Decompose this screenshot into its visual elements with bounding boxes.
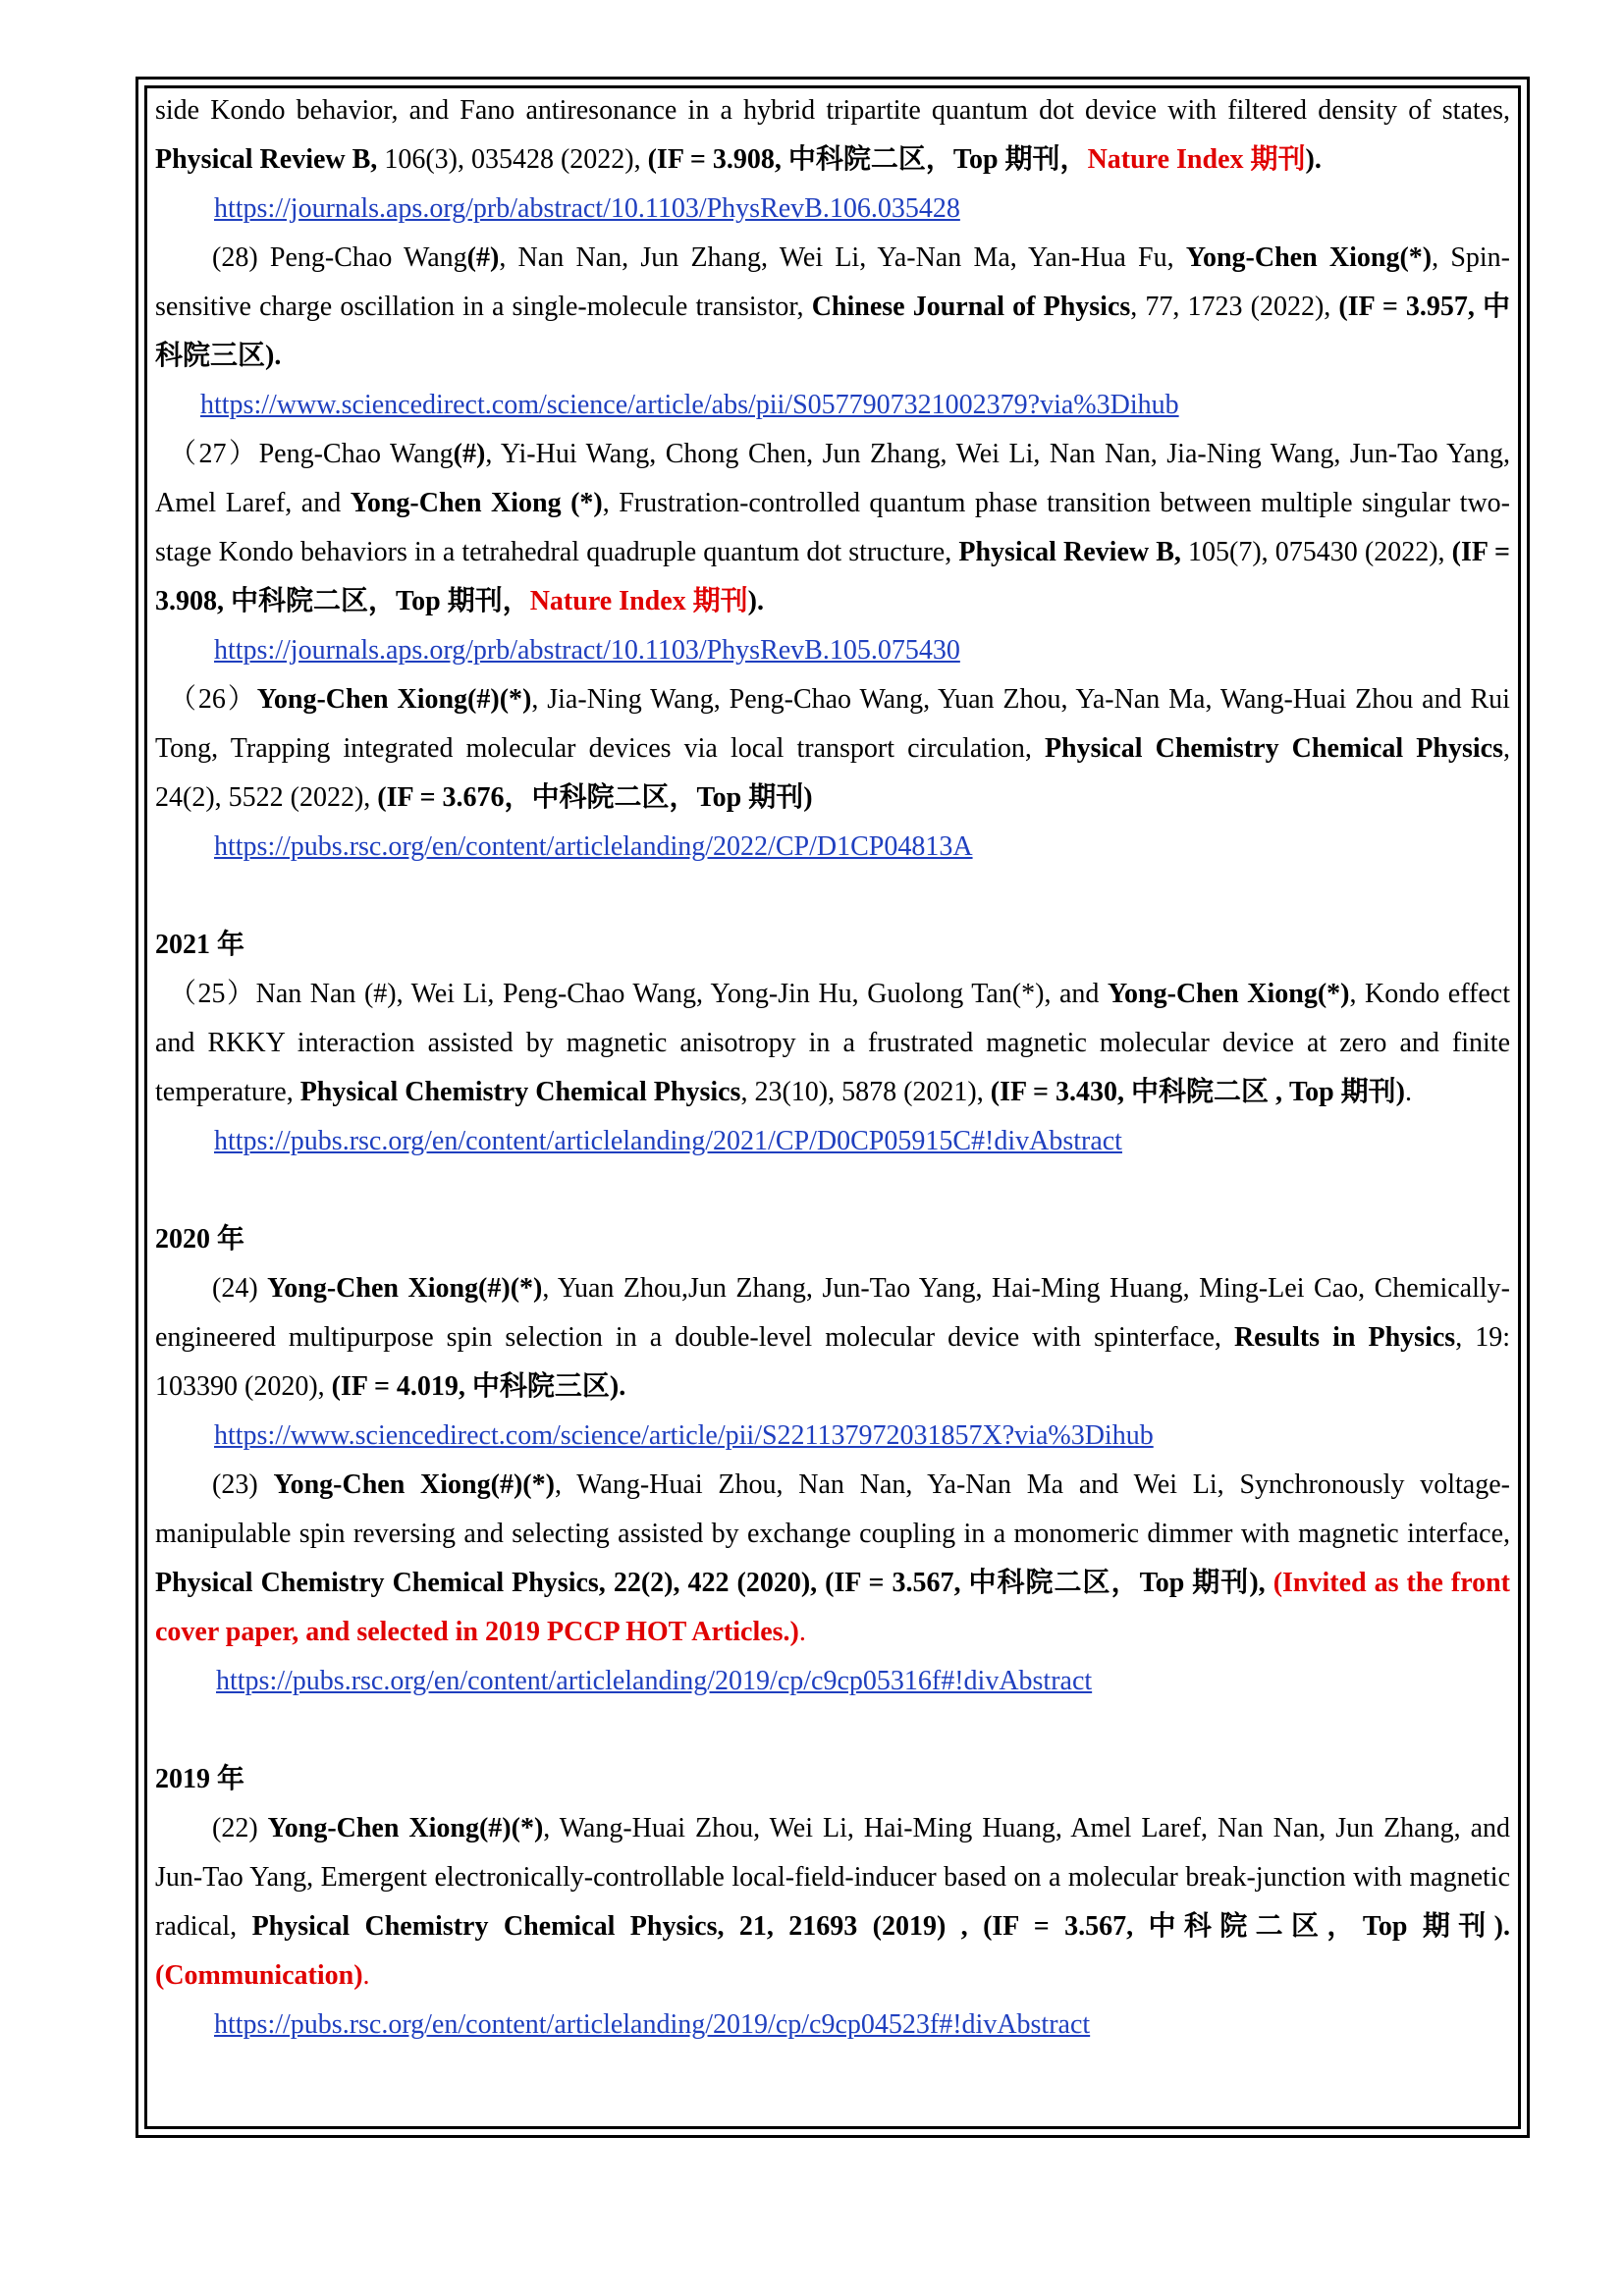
nature-index-tag: Nature Index 期刊 [1087, 144, 1306, 175]
publication-list [155, 86, 1510, 2050]
authors: , Yuan Zhou,Jun Zhang, Jun-Tao Yang, Hai-Ming Huang, Ming-Lei Cao, Chemically-engineered multipurpose spin selection in a double-level molecular device with spinterface, [155, 1273, 1510, 1353]
impact-factor: (IF = 3.908, [647, 144, 788, 175]
paper-title: , Kondo effect and RKKY interaction assisted by magnetic anisotropy in a frustrated magnetic molecular device at zero and finite temperature, [155, 979, 1510, 1107]
authors: Nan Nan (#), Wei Li, Peng-Chao Wang, Yong-Jin Hu, Guolong Tan(*), and [255, 979, 1108, 1009]
doi-link[interactable]: https://www.sciencedirect.com/science/article/pii/S221137972031857X?via%3Dihub [214, 1420, 1154, 1451]
highlighted-author: Yong-Chen Xiong(#)(*) [267, 1273, 543, 1304]
entry-number: (23) [212, 1469, 274, 1500]
citation: , 77, 1723 (2022), [1130, 292, 1339, 322]
impact-factor: (IF = 4.019, 中科院三区). [331, 1371, 626, 1402]
entry-number: (28) [212, 242, 270, 273]
paper-title: , Frustration-controlled quantum phase transition between multiple singular two-stage Kondo behaviors in a tetrahedral quadruple quantum dot structure, [155, 488, 1511, 567]
doi-link[interactable]: https://pubs.rsc.org/en/content/articlelanding/2019/cp/c9cp05316f#!divAbstract [216, 1666, 1093, 1696]
authors: , Wang-Huai Zhou, Nan Nan, Ya-Nan Ma and Wei Li, Synchronously voltage-manipulable spin reversing and selecting assisted by exchange coupling in a monomeric dimmer with magnetic interface, [155, 1469, 1510, 1549]
entry-number: （25） [169, 979, 256, 1009]
citation: , 19: 103390 (2020), [155, 1322, 1511, 1402]
publication-entry [155, 970, 1510, 1117]
entry-number: （26） [169, 684, 257, 715]
publication-entry [155, 1461, 1510, 1657]
journal-name: Physical Chemistry Chemical Physics [1044, 733, 1503, 764]
authors: , Wang-Huai Zhou, Wei Li, Hai-Ming Huang, Amel Laref, Nan Nan, Jun Zhang, and Jun-Tao Yang, Emergent electronically-controllable local-field-inducer based on a molecular break-junction with magnetic radical, [155, 1813, 1510, 1942]
entry-close: ). [747, 586, 764, 616]
impact-factor: (IF = 3.908, [155, 537, 1511, 616]
entry-close: . [362, 1960, 370, 1991]
publication-entry [155, 1804, 1510, 2001]
highlighted-author: Yong-Chen Xiong(*) [1107, 979, 1350, 1009]
author-mark: (#) [453, 439, 486, 469]
invited-note: (Invited as the front cover paper, and selected in 2019 PCCP HOT Articles.) [155, 1568, 1511, 1647]
doi-link[interactable]: https://journals.aps.org/prb/abstract/10.1103/PhysRevB.105.075430 [214, 635, 960, 666]
citation: 106(3), 035428 (2022), [377, 144, 648, 175]
top-journal-tag: Top 期刊， [952, 144, 1088, 175]
highlighted-author: Yong-Chen Xiong(#)(*) [256, 684, 532, 715]
entry-text: side Kondo behavior, and Fano antiresonance in a hybrid tripartite quantum dot device with filtered density of states, [155, 95, 1510, 126]
paper-title: , Spin-sensitive charge oscillation in a single-molecule transistor, [155, 242, 1511, 322]
doi-link[interactable]: https://pubs.rsc.org/en/content/articlelanding/2021/CP/D0CP05915C#!divAbstract [214, 1126, 1122, 1156]
impact-factor: (IF = 3.957, 中科院三区). [155, 292, 1511, 371]
impact-factor: (IF = 3.430, 中科院二区 , Top 期刊) [990, 1077, 1405, 1107]
year-heading: 2021 年 [155, 930, 245, 960]
author-mark: (#) [466, 242, 500, 273]
authors: Peng-Chao Wang [269, 242, 467, 273]
spacer [155, 1706, 1510, 1755]
journal-name: Results in Physics [1233, 1322, 1456, 1353]
entry-number: （27） [169, 439, 259, 469]
citation: 105(7), 075430 (2022), [1180, 537, 1452, 567]
publication-entry [155, 430, 1510, 626]
journal-name: Physical Chemistry Chemical Physics [299, 1077, 741, 1107]
publication-entry [155, 675, 1510, 823]
impact-factor: (IF = 3.676，中科院二区，Top 期刊) [377, 782, 813, 813]
authors: Peng-Chao Wang [258, 439, 454, 469]
entry-close: . [1405, 1077, 1412, 1107]
doi-link[interactable]: https://www.sciencedirect.com/science/article/abs/pii/S0577907321002379?via%3Dihub [200, 390, 1179, 420]
spacer [155, 872, 1510, 921]
highlighted-author: Yong-Chen Xiong(#)(*) [267, 1813, 544, 1843]
entry-close: . [798, 1617, 806, 1647]
top-journal-tag: Top 期刊， [396, 586, 530, 616]
doi-link[interactable]: https://pubs.rsc.org/en/content/articlelanding/2019/cp/c9cp04523f#!divAbstract [214, 2009, 1091, 2040]
highlighted-author: Yong-Chen Xiong(*) [1185, 242, 1433, 273]
journal-name: Physical Review B, [155, 144, 378, 175]
citation: , 24(2), 5522 (2022), [155, 733, 1510, 813]
nature-index-tag: Nature Index 期刊 [529, 586, 748, 616]
highlighted-author: Yong-Chen Xiong (*) [350, 488, 603, 518]
publication-entry [155, 1264, 1510, 1412]
entry-number: (24) [212, 1273, 268, 1304]
cas-zone: 中科院二区， [231, 586, 397, 616]
publication-entry [155, 234, 1510, 381]
communication-tag: (Communication) [155, 1960, 363, 1991]
journal-citation: Physical Chemistry Chemical Physics, 21, 21693 (2019) , (IF = 3.567, 中科院二区，Top 期刊). [251, 1911, 1510, 1942]
journal-name: Chinese Journal of Physics [811, 292, 1131, 322]
year-heading: 2020 年 [155, 1224, 245, 1255]
authors: , Nan Nan, Jun Zhang, Wei Li, Ya-Nan Ma, Yan-Hua Fu, [499, 242, 1186, 273]
citation: , 23(10), 5878 (2021), [740, 1077, 991, 1107]
spacer [155, 1166, 1510, 1215]
entry-number: (22) [212, 1813, 268, 1843]
publication-entry [155, 86, 1510, 185]
authors: , Yi-Hui Wang, Chong Chen, Jun Zhang, Wei Li, Nan Nan, Jia-Ning Wang, Jun-Tao Yang, Amel Laref, and [155, 439, 1510, 518]
year-heading: 2019 年 [155, 1764, 245, 1794]
entry-close: ). [1305, 144, 1322, 175]
doi-link[interactable]: https://pubs.rsc.org/en/content/articlelanding/2022/CP/D1CP04813A [214, 831, 973, 862]
journal-name: Physical Review B, [958, 537, 1181, 567]
doi-link[interactable]: https://journals.aps.org/prb/abstract/10.1103/PhysRevB.106.035428 [214, 193, 960, 224]
highlighted-author: Yong-Chen Xiong(#)(*) [273, 1469, 555, 1500]
cas-zone: 中科院二区， [787, 144, 953, 175]
authors: , Jia-Ning Wang, Peng-Chao Wang, Yuan Zhou, Ya-Nan Ma, Wang-Huai Zhou and Rui Tong, Trapping integrated molecular devices via local transport circulation, [155, 684, 1510, 764]
journal-citation: Physical Chemistry Chemical Physics, 22(2), 422 (2020), (IF = 3.567, 中科院二区，Top 期刊), [155, 1568, 1273, 1598]
